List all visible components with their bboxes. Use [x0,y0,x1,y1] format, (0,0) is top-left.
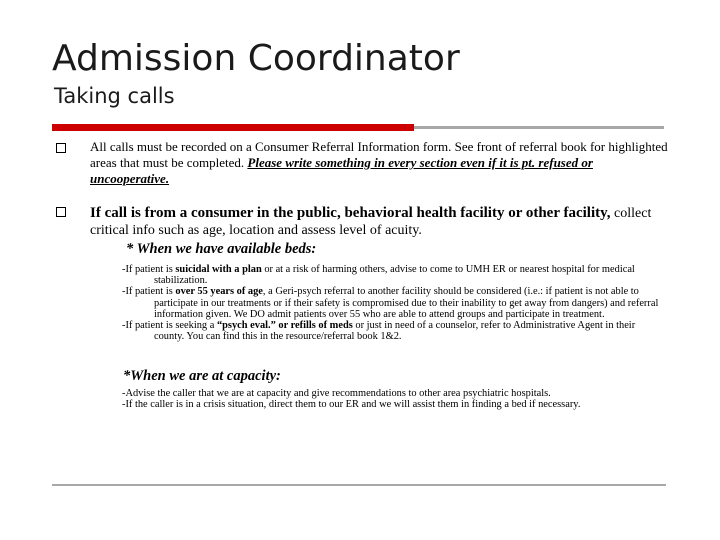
list-item [122,320,667,342]
list-item [122,264,667,286]
bullet-text: All calls must be recorded on a Consumer Referral Information form. See front of referral book for highlighted areas that must be completed. [90,139,668,170]
divider-rule [414,126,664,129]
at-capacity-list [122,388,667,410]
heading-at-capacity: *When we are at capacity: [123,368,281,384]
accent-rule [52,124,414,131]
square-bullet-icon [56,143,66,153]
item-pre: -If patient is [122,264,176,275]
item-bold: “psych eval.” or refills of meds [216,320,353,332]
heading-available-beds: * When we have available beds: [126,241,317,257]
item-post: or just in need of a counselor, refer to Administrative Agent in their county. You can find this in the resource/referral book 1&2. [154,320,636,343]
list-item [122,286,667,320]
bullet-paragraph-calls [90,139,675,187]
available-beds-list [122,264,667,342]
bullet-emphasis: Please write something in every section even if it is pt. refused or uncooperative. [90,155,593,186]
item-bold: over 55 years of age [175,286,263,298]
square-bullet-icon [56,207,66,217]
bullet-text: collect critical info such as age, location and assess level of acuity. [90,206,652,238]
bullet-bold-text: If call is from a consumer in the public, behavioral health facility or other facility, [90,205,611,221]
slide-subtitle: Taking calls [54,84,175,108]
item-pre: -If patient is seeking a [122,320,217,332]
item-post: , a Geri-psych referral to another facility should be considered (i.e.: if patient is not able to participate in our treatments or if their safety is compromised due to their inability to get away from dangers) and referral information given. We DO admit patients over 55 who are able to attend groups and participate in treatment. [154,286,659,320]
item-post: or at a risk of harming others, advise to come to UMH ER or nearest hospital for medical stabilization. [154,264,635,287]
list-item: -Advise the caller that we are at capacity and give recommendations to other area psychiatric hospitals. [122,388,551,399]
bullet-paragraph-consumer [90,205,675,239]
item-bold: suicidal with a plan [175,264,262,275]
slide-title: Admission Coordinator [52,38,460,79]
item-pre: -If patient is [122,286,176,298]
list-item: -If the caller is in a crisis situation, direct them to our ER and we will assist them in finding a bed if necessary. [122,399,581,411]
footer-rule [52,484,666,486]
